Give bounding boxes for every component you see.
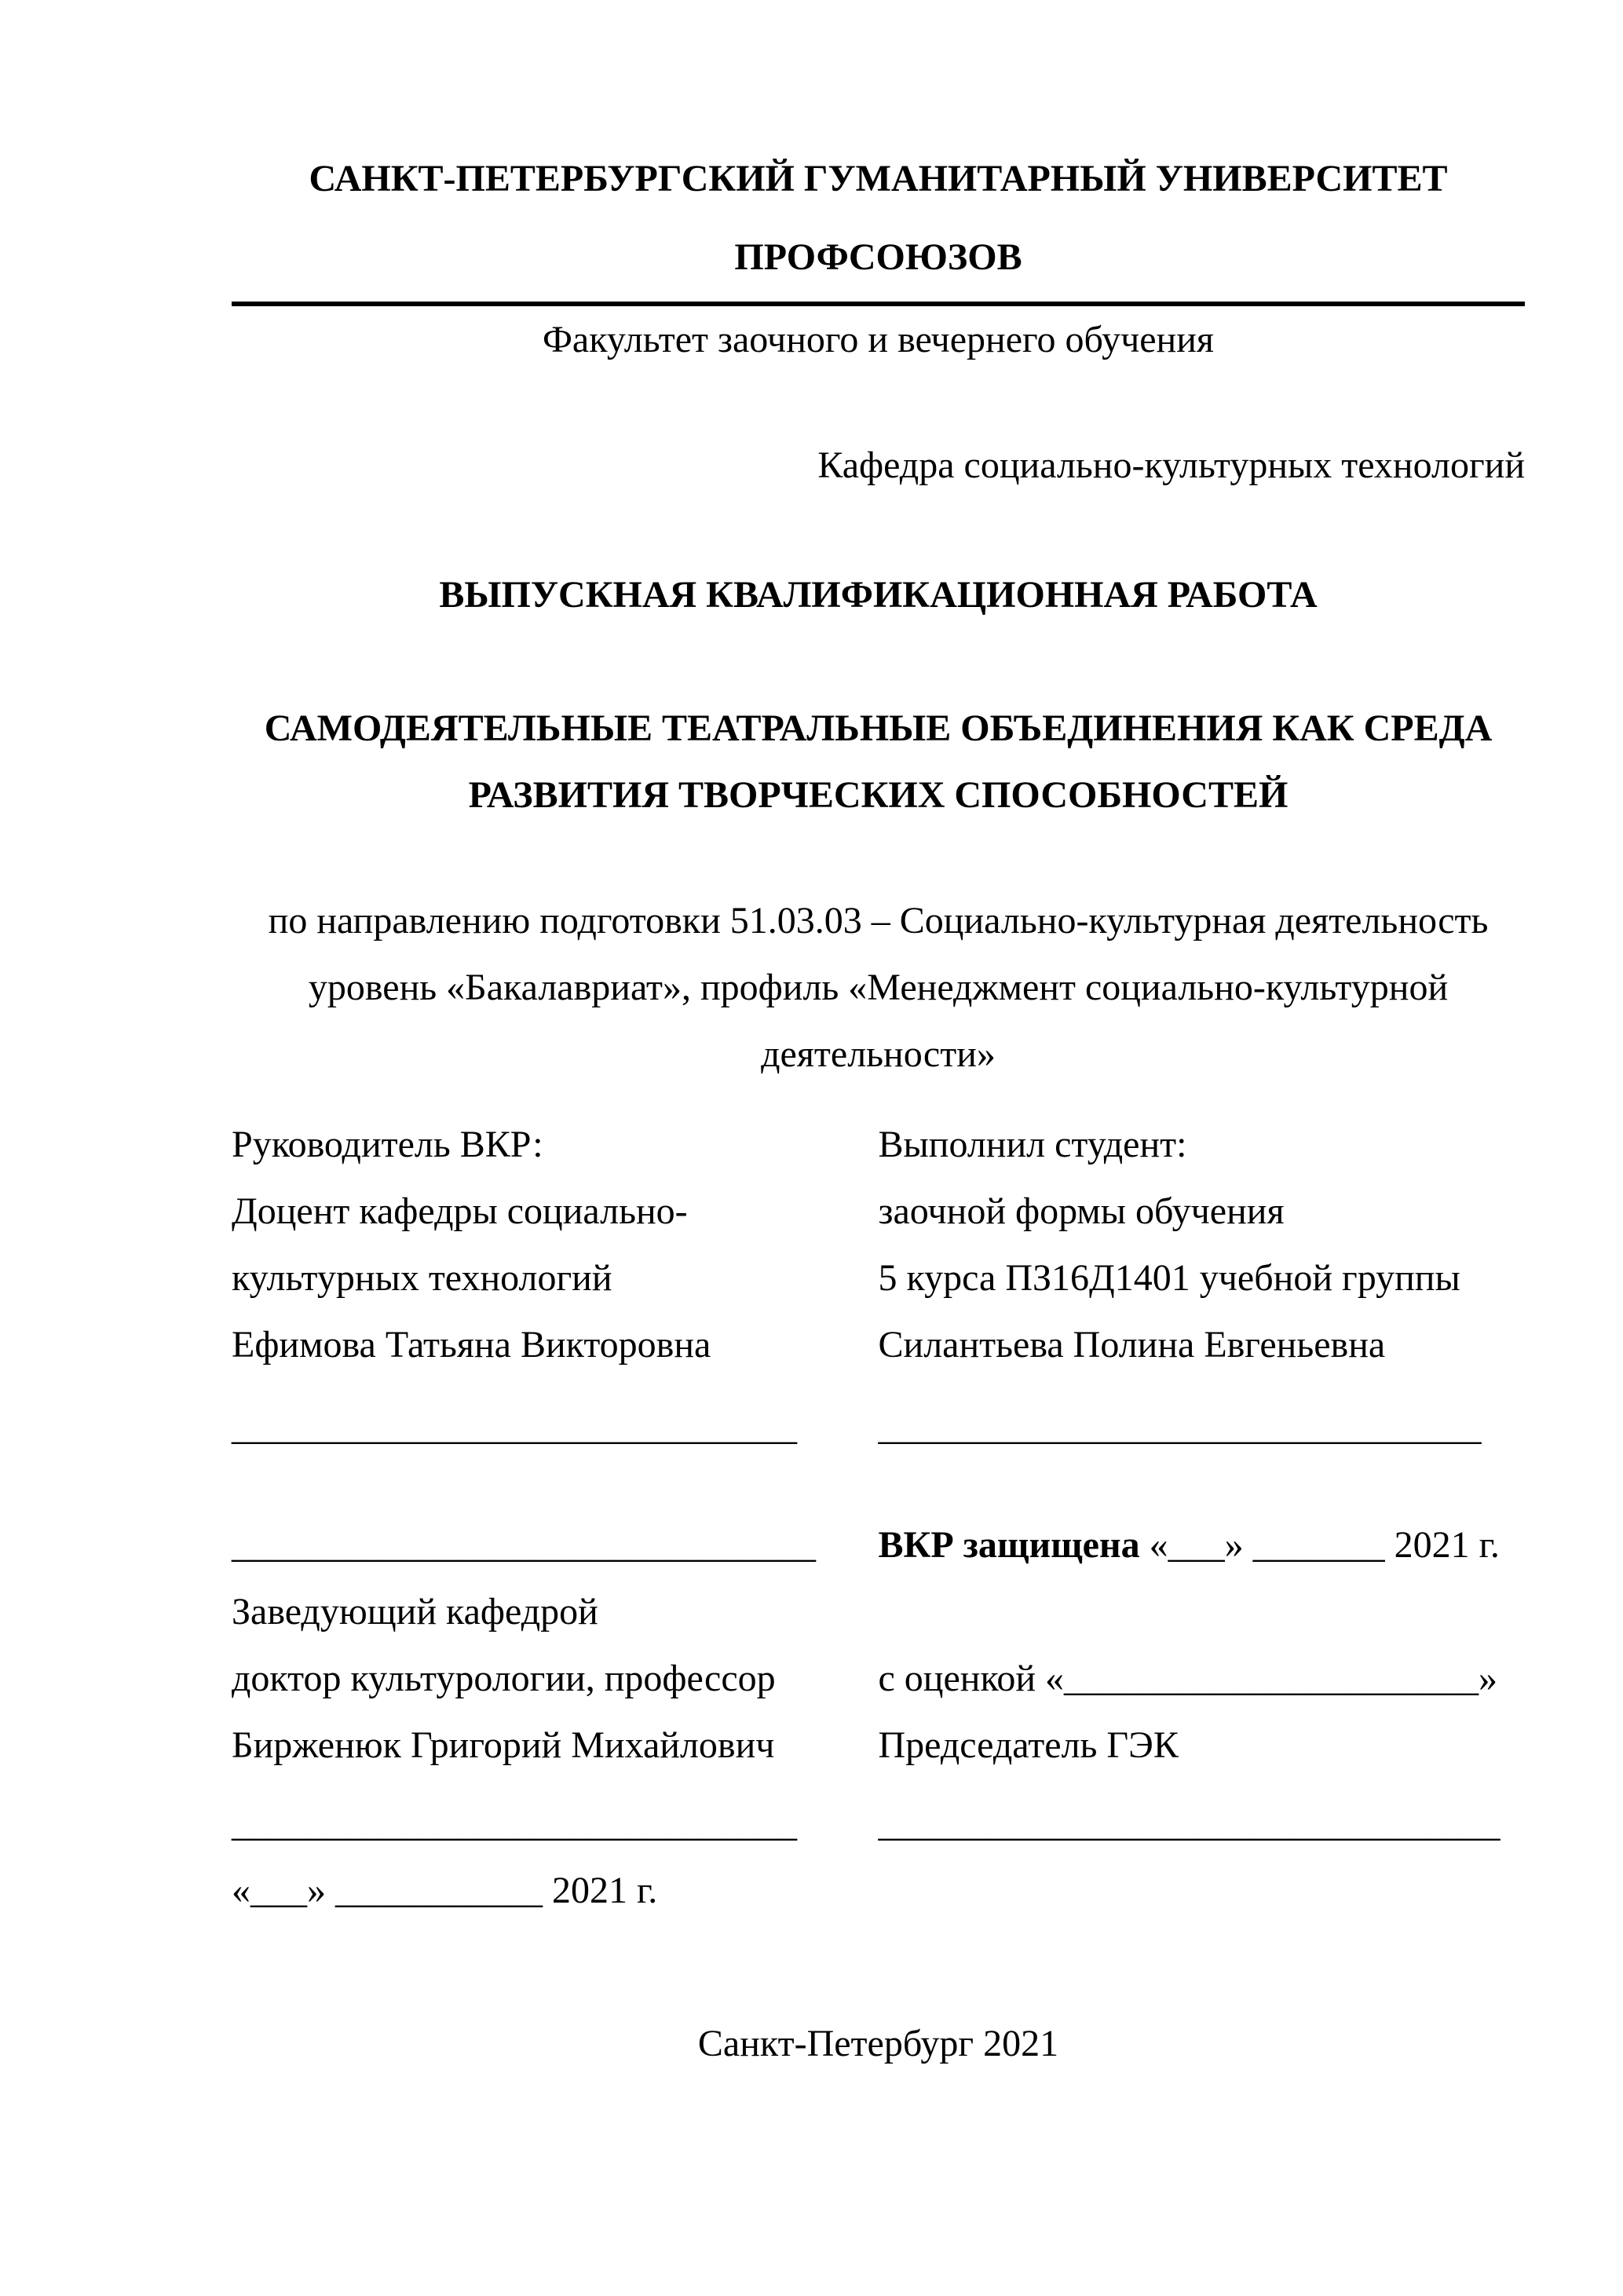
defended-date-blank: «___» _______ 2021 г.: [1139, 1524, 1500, 1566]
chairman-signature-line: _________________________________: [878, 1803, 1501, 1844]
student-name: Силантьева Полина Евгеньевна: [878, 1324, 1386, 1366]
university-name-line2: ПРОФСОЮЗОВ: [734, 236, 1022, 278]
student-study-form: заочной формы обучения: [878, 1190, 1285, 1232]
supervisor-label: Руководитель ВКР:: [232, 1124, 543, 1165]
thesis-title: [232, 695, 1525, 828]
supervisor-position-line1: Доцент кафедры социально-: [232, 1190, 688, 1232]
student-label: Выполнил студент:: [878, 1124, 1187, 1165]
student-signature-line: ________________________________: [878, 1406, 1482, 1448]
chairman-label: Председатель ГЭК: [878, 1724, 1179, 1766]
head-signature-line-top: _______________________________: [232, 1524, 816, 1566]
approval-spacer-2: [879, 1857, 1526, 1924]
head-degree: доктор культурологии, профессор: [232, 1658, 776, 1699]
supervisor-name: Ефимова Татьяна Викторовна: [232, 1324, 711, 1366]
program-profile-end: деятельности»: [761, 1033, 996, 1075]
program-direction: по направлению подготовки 51.03.03 – Социально-культурная деятельность: [268, 900, 1489, 941]
university-name-line1: САНКТ-ПЕТЕРБУРГСКИЙ ГУМАНИТАРНЫЙ УНИВЕРСИТЕТ: [309, 158, 1448, 199]
faculty-name: Факультет заочного и вечернего обучения: [543, 319, 1214, 360]
head-signature-line-bottom: ______________________________: [232, 1803, 797, 1844]
supervisor-signature-line: ______________________________: [232, 1406, 797, 1448]
defended-label: ВКР защищена: [878, 1524, 1140, 1566]
city-year-footer: Санкт-Петербург 2021: [697, 2023, 1059, 2064]
student-group: 5 курса ПЗ16Д1401 учебной группы: [878, 1257, 1460, 1299]
approval-spacer: [879, 1578, 1526, 1645]
grade-line: с оценкой «______________________»: [878, 1658, 1498, 1699]
head-date-line: «___» ___________ 2021 г.: [232, 1870, 658, 1911]
thesis-title-line1: САМОДЕЯТЕЛЬНЫЕ ТЕАТРАЛЬНЫЕ ОБЪЕДИНЕНИЯ КАК СРЕДА: [264, 707, 1493, 749]
program-level-profile: уровень «Бакалавриат», профиль «Менеджмент социально-культурной: [308, 967, 1449, 1008]
thesis-title-line2: РАЗВИТИЯ ТВОРЧЕСКИХ СПОСОБНОСТЕЙ: [468, 774, 1289, 816]
head-name: Бирженюк Григорий Михайлович: [232, 1724, 775, 1766]
defense-date-line: [879, 1512, 1526, 1578]
people-block: [232, 1111, 1525, 1461]
head-of-department-label: Заведующий кафедрой: [232, 1591, 598, 1632]
supervisor-position-line2: культурных технологий: [232, 1257, 612, 1299]
work-type-heading: ВЫПУСКНАЯ КВАЛИФИКАЦИОННАЯ РАБОТА: [439, 574, 1318, 616]
program-info: [232, 887, 1525, 1088]
department-name: Кафедра социально-культурных технологий: [817, 444, 1525, 486]
approval-block: [232, 1512, 1525, 1924]
